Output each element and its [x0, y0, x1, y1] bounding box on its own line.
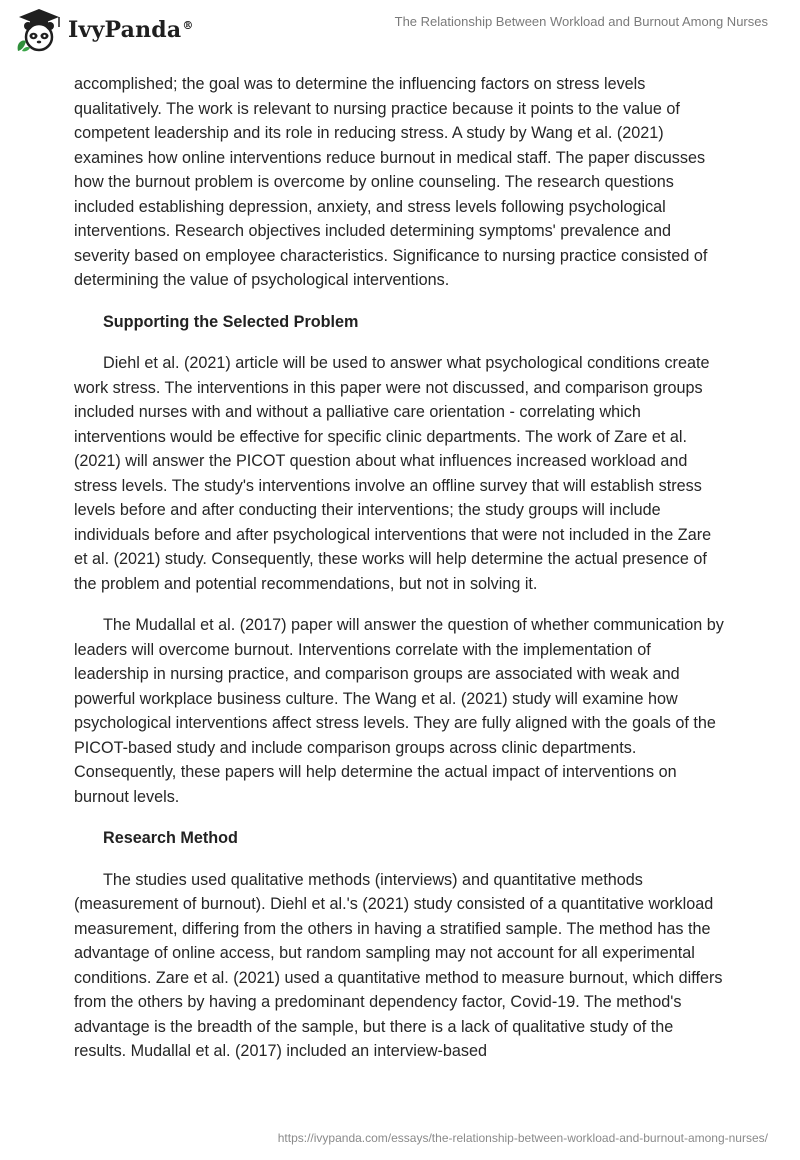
document-title: The Relationship Between Workload and Burnout Among Nurses	[394, 14, 768, 29]
logo-wordmark: IvyPanda®	[68, 17, 194, 43]
body-paragraph: Diehl et al. (2021) article will be used to answer what psychological conditions create work stress. The interventions in this paper were not discussed, and comparison groups included nurses with and without a palliative care orientation - correlating which interventions would be effective for specific clinic departments. The work of Zare et al. (2021) will answer the PICOT question about what influences increased workload and stress levels. The study's interventions involve an offline survey that will establish stress levels before and after conducting their interventions; the study groups will include individuals before and after psychological interventions that were not included in the Zare et al. (2021) study. Consequently, these works will help determine the actual presence of the problem and potential recommendations, but not in solving it.	[74, 354, 712, 593]
body-paragraph: The studies used qualitative methods (interviews) and quantitative methods (measurement of burnout). Diehl et al.'s (2021) study consisted of a quantitative workload measurement, differing from the others in having a stratified sample. The method has the advantage of online access, but random sampling may not account for all experimental conditions. Zare et al. (2021) used a quantitative method to measure burnout, which differs from the others by having a predominant dependency factor, Covid-19. The method's advantage is the breadth of the sample, but there is a lack of qualitative study of the results. Mudallal et al. (2017) included an interview-based	[74, 870, 723, 1060]
registered-mark: ®	[182, 18, 194, 32]
ivypanda-logo[interactable]	[14, 6, 194, 54]
section-heading-supporting-problem: Supporting the Selected Problem	[103, 312, 359, 331]
panda-graduate-icon	[14, 7, 64, 53]
source-url[interactable]: https://ivypanda.com/essays/the-relationship-between-workload-and-burnout-among-nurses/	[277, 1131, 768, 1145]
body-paragraph: accomplished; the goal was to determine the influencing factors on stress levels qualitatively. The work is relevant to nursing practice because it points to the value of competent leadership and its role in reducing stress. A study by Wang et al. (2021) examines how online interventions reduce burnout in medical staff. The paper discusses how the burnout problem is overcome by online counseling. The research questions included establishing depression, anxiety, and stress levels following psychological interventions. Research objectives included determining symptoms' prevalence and severity based on employee characteristics. Significance to nursing practice consisted of determining the value of psychological interventions.	[74, 75, 708, 289]
page-header	[0, 0, 800, 60]
essay-body	[74, 72, 726, 1081]
body-paragraph: The Mudallal et al. (2017) paper will answer the question of whether communication by leaders will overcome burnout. Interventions correlate with the implementation of leadership in nursing practice, and comparison groups are associated with weak and powerful workplace business culture. The Wang et al. (2021) study will examine how psychological interventions affect stress levels. They are fully aligned with the goals of the PICOT-based study and include comparison groups across clinic departments. Consequently, these papers will help determine the actual impact of interventions on burnout levels.	[74, 616, 724, 806]
section-heading-research-method: Research Method	[103, 829, 238, 847]
